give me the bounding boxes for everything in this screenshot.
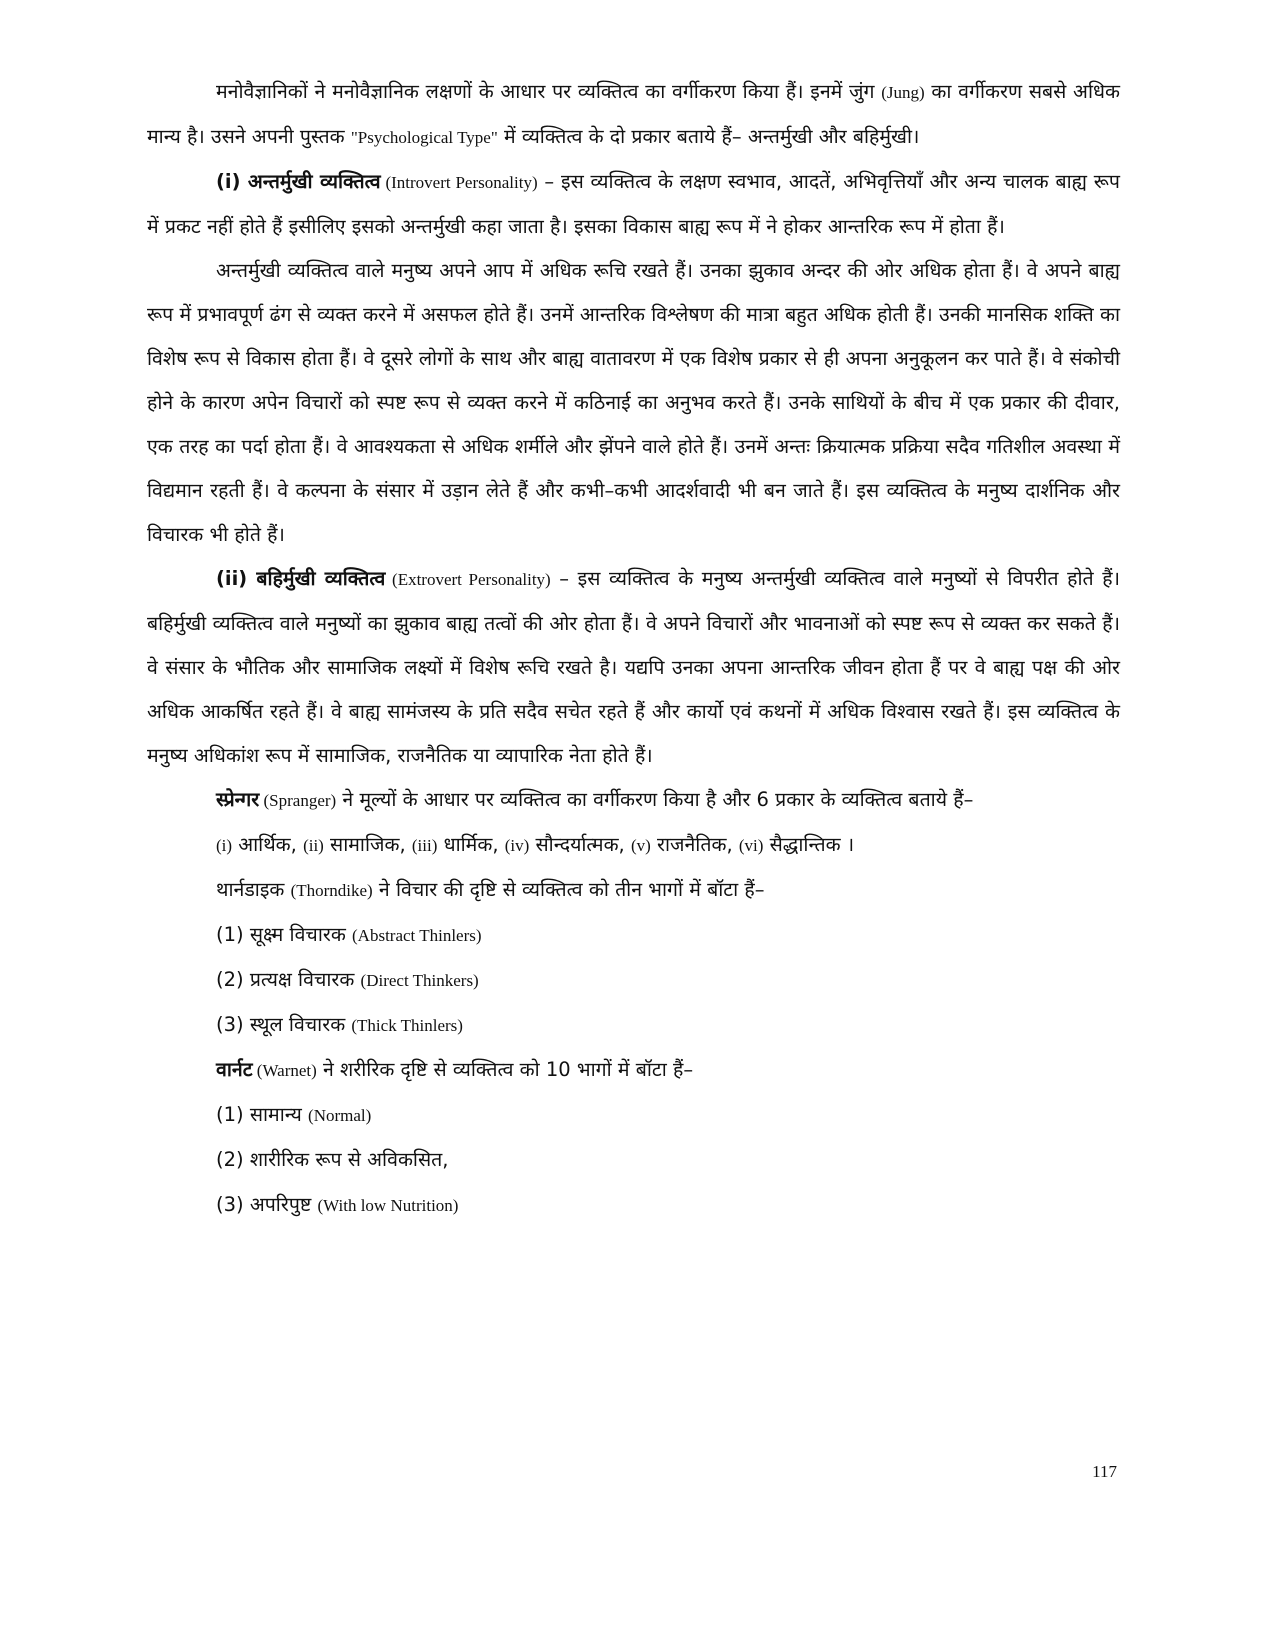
list-text: सौन्दर्यात्मक, bbox=[529, 833, 631, 856]
list-text: (3) स्थूल विचारक bbox=[216, 1013, 352, 1036]
latin-term: (With low Nutrition) bbox=[317, 1196, 459, 1215]
thorndike-item bbox=[147, 958, 1120, 1003]
warnet-item bbox=[147, 1183, 1120, 1228]
list-numeral: (v) bbox=[630, 836, 651, 855]
latin-term: (Jung) bbox=[881, 83, 925, 102]
paragraph-text: में व्यक्तित्व के दो प्रकार बताये हैं– अन्तर्मुखी और बहिर्मुखी। bbox=[497, 125, 920, 148]
latin-term: (Introvert Personality) bbox=[380, 173, 538, 192]
paragraph-text: थार्नडाइक bbox=[216, 878, 291, 901]
paragraph-extrovert bbox=[147, 557, 1120, 778]
latin-term: (Direct Thinkers) bbox=[360, 971, 479, 990]
list-numeral: (iii) bbox=[411, 836, 438, 855]
thorndike-item bbox=[147, 1003, 1120, 1048]
latin-term: (Spranger) bbox=[259, 791, 337, 810]
section-heading-spranger: स्प्रेन्गर bbox=[216, 788, 260, 811]
latin-term: "Psychological Type" bbox=[350, 128, 498, 147]
paragraph-text: ने शरीरिक दृष्टि से व्यक्तित्व को 10 भागों में बॉटा हैं– bbox=[316, 1058, 694, 1081]
paragraph-text: का वर्गीकरण सबसे अधिक मान्य है। उसने अपनी पुस्तक bbox=[147, 80, 1120, 148]
list-text: धार्मिक, bbox=[437, 833, 505, 856]
warnet-intro bbox=[147, 1048, 1120, 1093]
paragraph-text: ने मूल्यों के आधार पर व्यक्तित्व का वर्गीकरण किया है और 6 प्रकार के व्यक्तित्व बताये हैं– bbox=[336, 788, 974, 811]
list-text: राजनैतिक, bbox=[650, 833, 739, 856]
warnet-item bbox=[147, 1138, 1120, 1183]
paragraph-jung bbox=[147, 70, 1120, 160]
list-text: आर्थिक, bbox=[232, 833, 304, 856]
list-text: सामाजिक, bbox=[323, 833, 412, 856]
list-numeral: (i) bbox=[216, 836, 233, 855]
list-text: (2) प्रत्यक्ष विचारक bbox=[216, 968, 361, 991]
section-heading-introvert: (i) अन्तर्मुखी व्यक्तित्व bbox=[216, 170, 381, 193]
paragraph-text: मनोवैज्ञानिकों ने मनोवैज्ञानिक लक्षणों के आधार पर व्यक्तित्व का वर्गीकरण किया हैं। इनमें जुंग bbox=[216, 80, 882, 103]
latin-term: (Thorndike) bbox=[290, 881, 373, 900]
section-heading-extrovert: (ii) बहिर्मुखी व्यक्तित्व bbox=[216, 567, 386, 590]
spranger-types-list bbox=[147, 823, 1120, 868]
page-number: 117 bbox=[1092, 1462, 1117, 1481]
paragraph-spranger bbox=[147, 778, 1120, 823]
warnet-item bbox=[147, 1093, 1120, 1138]
page-body bbox=[147, 70, 1120, 1228]
latin-term: (Extrovert Personality) bbox=[385, 570, 551, 589]
latin-term: (Abstract Thinlers) bbox=[352, 926, 482, 945]
latin-term: (Normal) bbox=[308, 1106, 372, 1125]
latin-term: (Thick Thinlers) bbox=[351, 1016, 463, 1035]
list-numeral: (iv) bbox=[504, 836, 530, 855]
thorndike-item bbox=[147, 913, 1120, 958]
list-text: सैद्धान्तिक । bbox=[763, 833, 855, 856]
list-text: (1) सामान्य bbox=[216, 1103, 309, 1126]
paragraph-text: – इस व्यक्तित्व के मनुष्य अन्तर्मुखी व्यक्तित्व वाले मनुष्यों से विपरीत होते हैं। बहिर्मुखी व्यक्तित्व वाले मनुष्यों का झुकाव बाह्य तत्वों की ओर होता हैं। वे अपने विचारों और भावनाओं को स्पष्ट रूप से व्यक्त कर सकते हैं। वे संसार के भौतिक और सामाजिक लक्ष्यों में विशेष रूचि रखते है। यद्यपि उनका अपना आन्तरिक जीवन होता हैं पर वे बाह्य पक्ष की ओर अधिक आकर्षित रहते हैं। वे बाह्य सामंजस्य के प्रति सदैव सचेत रहते हैं और कार्यो एवं कथनों में अधिक विश्वास रखते हैं। इस व्यक्तित्व के मनुष्य अधिकांश रूप में सामाजिक, राजनैतिक या व्यापारिक नेता होते हैं। bbox=[147, 567, 1120, 767]
thorndike-intro bbox=[147, 868, 1120, 913]
paragraph-text: – इस व्यक्तित्व के लक्षण स्वभाव, आदतें, अभिवृत्तियाँ और अन्य चालक बाह्य रूप में प्रकट नहीं होते हैं इसीलिए इसको अन्तर्मुखी कहा जाता है। इसका विकास बाह्य रूप में ने होकर आन्तरिक रूप में होता हैं। bbox=[147, 170, 1121, 238]
list-text: (2) शारीरिक रूप से अविकसित, bbox=[216, 1148, 449, 1171]
paragraph-introvert-details: अन्तर्मुखी व्यक्तित्व वाले मनुष्य अपने आप में अधिक रूचि रखते हैं। उनका झुकाव अन्दर की ओर अधिक होता हैं। वे अपने बाह्य रूप में प्रभावपूर्ण ढंग से व्यक्त करने में असफल होते हैं। उनमें आन्तरिक विश्लेषण की मात्रा बहुत अधिक होती हैं। उनकी मानसिक शक्ति का विशेष रूप से विकास होता हैं। वे दूसरे लोगों के साथ और बाह्य वातावरण में एक विशेष प्रकार से ही अपना अनुकूलन कर पाते हैं। वे संकोची होने के कारण अपेन विचारों को स्पष्ट रूप से व्यक्त करने में कठिनाई का अनुभव करते हैं। उनके साथियों के बीच में एक प्रकार की दीवार, एक तरह का पर्दा होता हैं। वे आवश्यकता से अधिक शर्मीले और झेंपने वाले होते हैं। उनमें अन्तः क्रियात्मक प्रक्रिया सदैव गतिशील अवस्था में विद्यमान रहती हैं। वे कल्पना के संसार में उड़ान लेते हैं और कभी–कभी आदर्शवादी भी बन जाते हैं। इस व्यक्तित्व के मनुष्य दार्शनिक और विचारक भी होते हैं। bbox=[147, 259, 1120, 546]
paragraph-introvert bbox=[147, 160, 1120, 249]
list-numeral: (ii) bbox=[303, 836, 324, 855]
paragraph-text: ने विचार की दृष्टि से व्यक्तित्व को तीन भागों में बॉटा हैं– bbox=[372, 878, 765, 901]
list-numeral: (vi) bbox=[738, 836, 764, 855]
latin-term: (Warnet) bbox=[252, 1061, 317, 1080]
list-text: (1) सूक्ष्म विचारक bbox=[216, 923, 353, 946]
list-text: (3) अपरिपुष्ट bbox=[216, 1193, 318, 1216]
section-heading-warnet: वार्नट bbox=[216, 1058, 253, 1081]
